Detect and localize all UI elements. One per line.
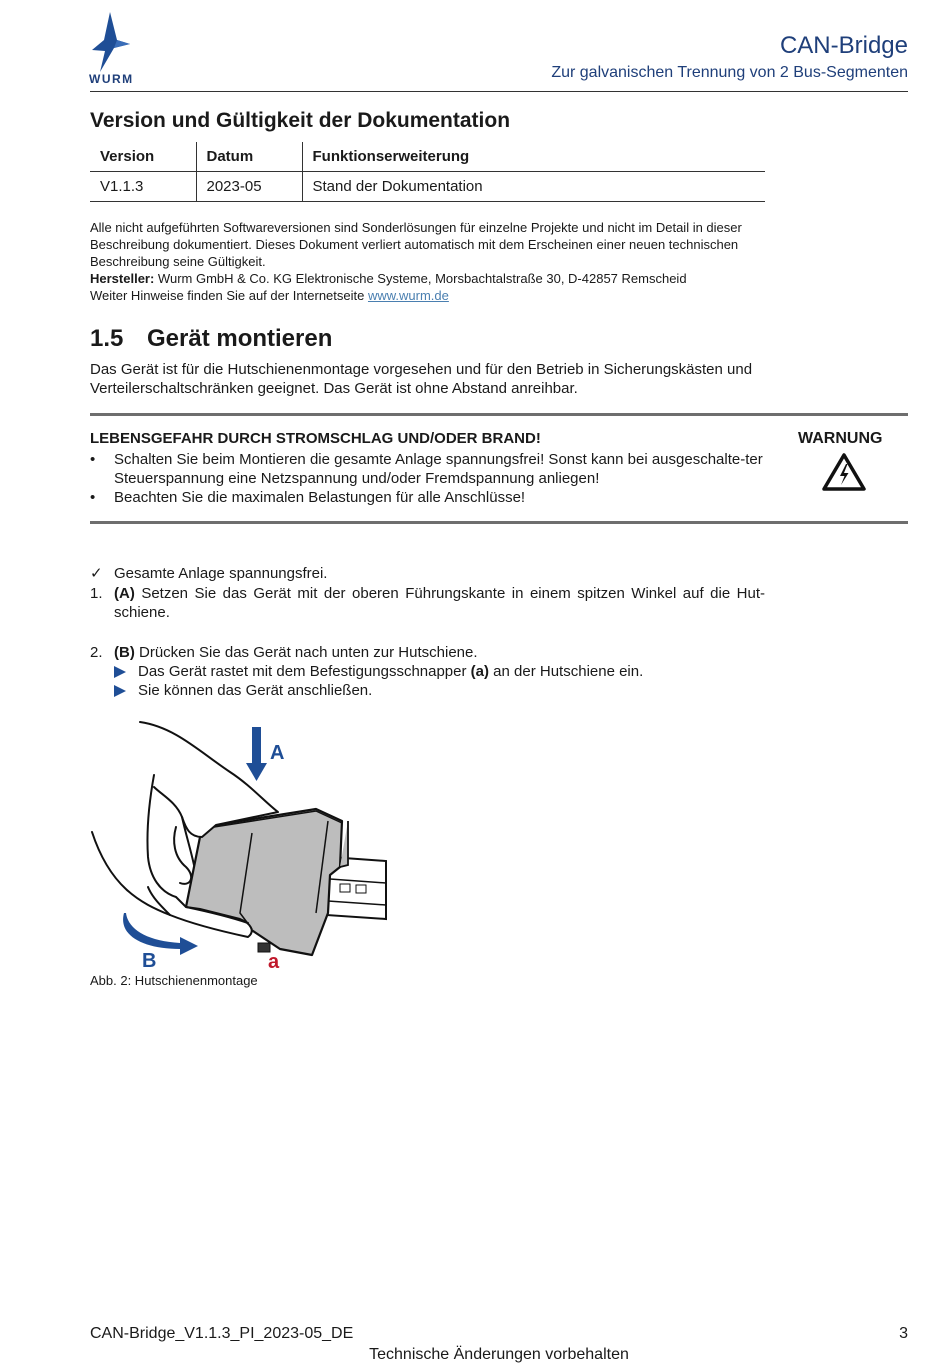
result-text — [138, 663, 643, 680]
step-number: 2. — [90, 644, 103, 661]
version-table — [90, 142, 765, 202]
warning-item: • Beachten Sie die maximalen Belastungen für alle Anschlüsse! — [90, 488, 765, 507]
header-divider — [90, 91, 908, 92]
label-b: B — [142, 950, 157, 972]
manufacturer-label: Hersteller: — [90, 271, 155, 286]
label-a-latch: a — [268, 951, 280, 972]
section-heading — [90, 325, 332, 353]
footer-filename: CAN-Bridge_V1.1.3_PI_2023-05_DE — [90, 1325, 354, 1342]
din-rail-mounting-figure — [90, 717, 390, 972]
arrow-a-icon — [246, 727, 267, 781]
section-title: Gerät montieren — [147, 325, 333, 352]
warning-bottom-rule — [90, 521, 908, 524]
footer-note: Technische Änderungen vorbehalten — [369, 1346, 629, 1363]
column-header: Datum — [196, 142, 302, 172]
column-header: Version — [90, 142, 196, 172]
table-cell: 2023-05 — [196, 172, 302, 202]
table-cell: V1.1.3 — [90, 172, 196, 202]
table-row — [90, 172, 765, 202]
warning-label: WARNUNG — [798, 430, 883, 447]
step-number: 1. — [90, 585, 103, 602]
table-header-row — [90, 142, 765, 172]
high-voltage-warning-icon — [822, 453, 866, 491]
precondition-text: Gesamte Anlage spannungsfrei. — [114, 565, 328, 582]
checkmark-icon: ✓ — [90, 565, 103, 582]
warning-list — [90, 450, 765, 507]
step-text — [114, 584, 765, 622]
website-line — [90, 287, 770, 304]
label-a: A — [270, 742, 285, 764]
section-intro: Das Gerät ist für die Hutschienenmontage vorgesehen und für den Betrieb in Sicherungskästen und Verteilerschaltschränken geeignet. Das Gerät ist ohne Abstand anreihbar. — [90, 361, 753, 397]
result-post: an der Hutschiene ein. — [489, 663, 644, 680]
result-2 — [114, 681, 372, 700]
manufacturer-line — [90, 270, 770, 287]
column-header: Funktionserweiterung — [302, 142, 765, 172]
step-body: Setzen Sie das Gerät mit der oberen Führungskante in einem spitzen Winkel auf die Hut-schiene. — [114, 585, 765, 621]
manufacturer-text: Wurm GmbH & Co. KG Elektronische Systeme, Morsbachtalstraße 30, D-42857 Remscheid — [154, 271, 687, 286]
logo-text: WURM — [89, 72, 134, 86]
website-text: Weiter Hinweise finden Sie auf der Internetseite — [90, 288, 368, 303]
result-pre: Das Gerät rastet mit dem Befestigungsschnapper — [138, 663, 471, 680]
step-1 — [90, 584, 765, 622]
figure-caption: Abb. 2: Hutschienenmontage — [90, 973, 258, 988]
page-number: 3 — [899, 1325, 908, 1342]
result-arrow-icon — [114, 685, 126, 697]
result-arrow-icon — [114, 666, 126, 678]
step-2 — [90, 643, 765, 662]
section-number: 1.5 — [90, 325, 124, 352]
table-cell: Stand der Dokumentation — [302, 172, 765, 202]
step-text — [114, 643, 765, 662]
step-key: (A) — [114, 585, 135, 602]
step-body: Drücken Sie das Gerät nach unten zur Hutschiene. — [134, 644, 478, 661]
warning-title: LEBENSGEFAHR DURCH STROMSCHLAG UND/ODER BRAND! — [90, 430, 541, 447]
result-text: Sie können das Gerät anschließen. — [138, 682, 373, 699]
warning-top-rule — [90, 413, 908, 416]
result-1 — [114, 662, 643, 681]
warning-item: • Schalten Sie beim Montieren die gesamte Anlage spannungsfrei! Sonst kann bei ausgeschalte-ter Steuerspannung eine Netzspannung und/oder Fremdspannung anliegen! — [90, 450, 765, 488]
website-link[interactable]: www.wurm.de — [367, 288, 449, 303]
header-subtitle: Zur galvanischen Trennung von 2 Bus-Segmenten — [551, 64, 908, 81]
validity-notice: Alle nicht aufgeführten Softwareversionen sind Sonderlösungen für einzelne Projekte und nicht im Detail in dieser Beschreibung dokumentiert. Dieses Dokument verliert automatisch mit dem Erscheinen einer neuen technischen Beschreibung seine Gültigkeit. — [90, 220, 742, 269]
step-key: (B) — [114, 644, 135, 661]
precondition — [90, 564, 765, 583]
header-title: CAN-Bridge — [779, 32, 908, 59]
result-key: (a) — [470, 663, 490, 680]
version-heading: Version und Gültigkeit der Dokumentation — [90, 109, 511, 132]
